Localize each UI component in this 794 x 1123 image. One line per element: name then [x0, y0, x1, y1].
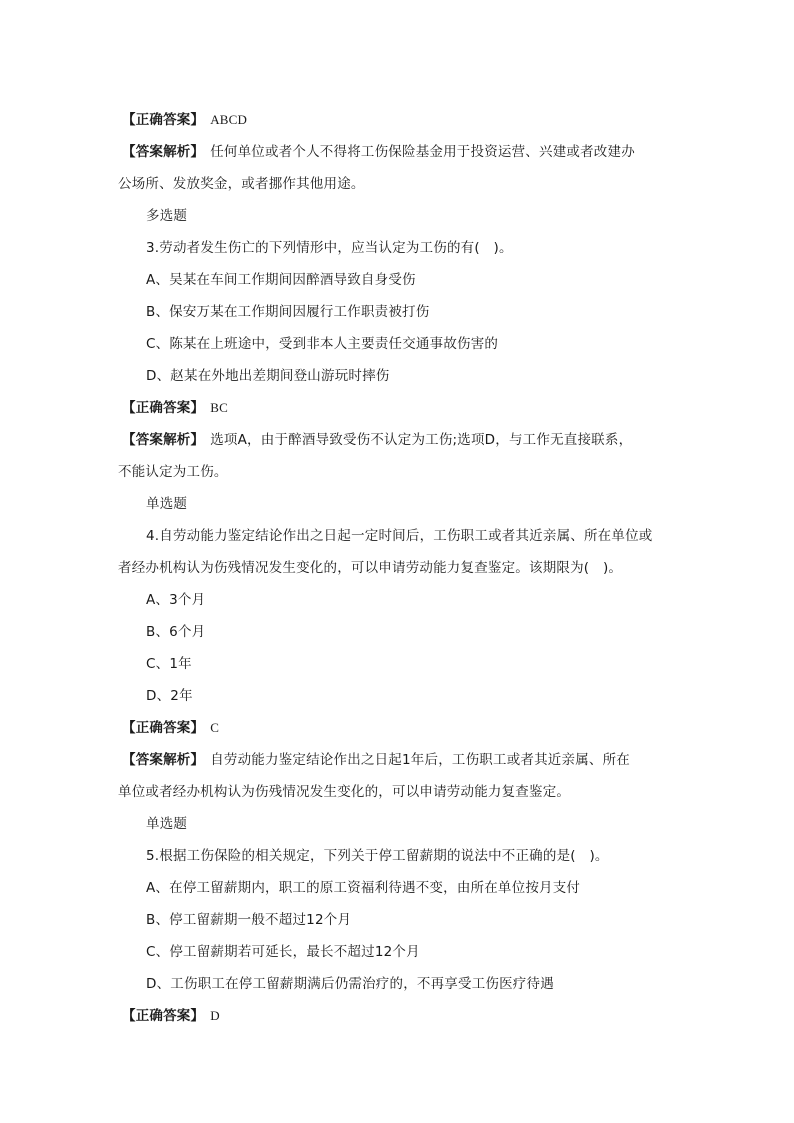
answer-label: 【正确答案】	[122, 400, 205, 416]
analysis-label: 【答案解析】	[122, 144, 205, 160]
question-type: 单选题	[146, 816, 188, 832]
option-d: D、赵某在外地出差期间登山游玩时摔伤	[146, 368, 390, 384]
text-line: 不能认定为工伤。	[118, 464, 228, 480]
question-type: 单选题	[146, 496, 188, 512]
answer-line	[122, 110, 247, 130]
question-type: 多选题	[146, 208, 188, 224]
answer-value: D	[210, 1008, 220, 1023]
analysis-line	[122, 430, 632, 450]
answer-value: BC	[210, 400, 228, 415]
answer-label: 【正确答案】	[122, 1008, 205, 1024]
answer-value: ABCD	[210, 112, 248, 127]
analysis-text: 选项A，由于醉酒导致受伤不认定为工伤;选项D，与工作无直接联系，	[210, 432, 633, 448]
question-stem: 5.根据工伤保险的相关规定，下列关于停工留薪期的说法中不正确的是( )。	[146, 848, 609, 864]
analysis-label: 【答案解析】	[122, 752, 205, 768]
answer-value: C	[210, 720, 220, 735]
option-c: C、陈某在上班途中，受到非本人主要责任交通事故伤害的	[146, 336, 499, 352]
question-stem-continued: 者经办机构认为伤残情况发生变化的，可以申请劳动能力复查鉴定。该期限为( )。	[118, 560, 623, 576]
option-b: B、保安万某在工作期间因履行工作职责被打伤	[146, 304, 430, 320]
answer-line	[122, 718, 219, 738]
answer-label: 【正确答案】	[122, 112, 205, 128]
analysis-text: 自劳动能力鉴定结论作出之日起1年后，工伤职工或者其近亲属、所在	[210, 752, 630, 768]
analysis-label: 【答案解析】	[122, 432, 205, 448]
option-b: B、6个月	[146, 624, 206, 640]
option-d: D、2年	[146, 688, 193, 704]
answer-line	[122, 398, 228, 418]
question-stem: 3.劳动者发生伤亡的下列情形中，应当认定为工伤的有( )。	[146, 240, 513, 256]
option-a: A、在停工留薪期内，职工的原工资福利待遇不变，由所在单位按月支付	[146, 880, 581, 896]
analysis-line	[122, 142, 635, 162]
analysis-text: 任何单位或者个人不得将工伤保险基金用于投资运营、兴建或者改建办	[210, 144, 635, 160]
text-line: 公场所、发放奖金，或者挪作其他用途。	[118, 176, 365, 192]
question-stem: 4.自劳动能力鉴定结论作出之日起一定时间后，工伤职工或者其近亲属、所在单位或	[146, 528, 653, 544]
option-a: A、3个月	[146, 592, 206, 608]
option-c: C、停工留薪期若可延长，最长不超过12个月	[146, 944, 420, 960]
option-b: B、停工留薪期一般不超过12个月	[146, 912, 352, 928]
analysis-line	[122, 750, 630, 770]
text-line: 单位或者经办机构认为伤残情况发生变化的，可以申请劳动能力复查鉴定。	[118, 784, 571, 800]
option-c: C、1年	[146, 656, 192, 672]
answer-label: 【正确答案】	[122, 720, 205, 736]
option-a: A、吴某在车间工作期间因醉酒导致自身受伤	[146, 272, 416, 288]
option-d: D、工伤职工在停工留薪期满后仍需治疗的，不再享受工伤医疗待遇	[146, 976, 554, 992]
answer-line	[122, 1006, 220, 1026]
